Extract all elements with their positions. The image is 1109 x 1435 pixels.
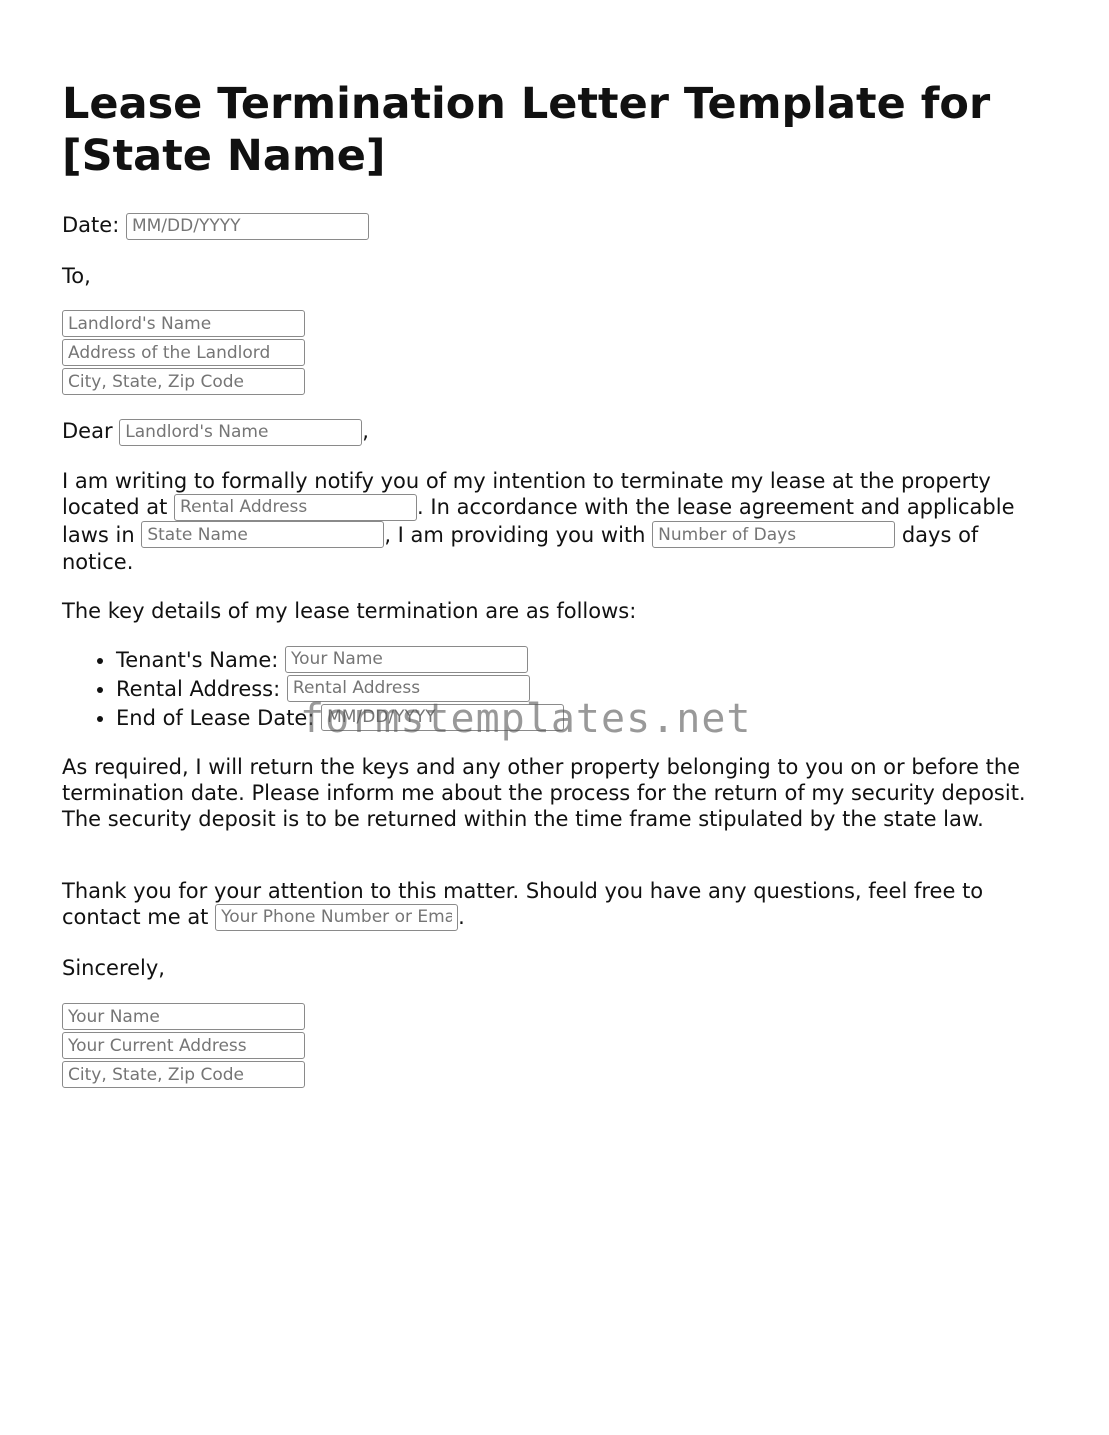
- closing-period: .: [458, 905, 465, 929]
- end-of-lease-date-input[interactable]: [321, 704, 564, 731]
- tenant-name-input[interactable]: [285, 646, 528, 673]
- rental-address-label: Rental Address:: [116, 677, 281, 701]
- list-item: [116, 704, 564, 733]
- sender-address-input[interactable]: [62, 1032, 305, 1059]
- landlord-address-input[interactable]: [62, 339, 305, 366]
- rental-address-input[interactable]: [174, 494, 417, 521]
- detail-rental-address-input[interactable]: [287, 675, 530, 702]
- landlord-name-input[interactable]: [62, 310, 305, 337]
- page-title: Lease Termination Letter Template for [State Name]: [62, 79, 991, 181]
- intro-text-3: , I am providing you with: [384, 522, 646, 547]
- return-paragraph: As required, I will return the keys and any other property belonging to you on or before the termination date. Please inform me about the process for the return of my security deposit. The security deposit is to be returned within the time frame stipulated by the state law.: [62, 755, 1026, 831]
- watermark-text: formstemplates.net: [300, 696, 752, 742]
- sender-address-block: [62, 1003, 305, 1090]
- date-row: [62, 212, 369, 240]
- salutation-prefix: Dear: [62, 419, 113, 443]
- sender-city-state-zip-input[interactable]: [62, 1061, 305, 1088]
- salutation-landlord-name-input[interactable]: [119, 419, 362, 446]
- date-label: Date:: [62, 213, 120, 237]
- to-label: To,: [62, 264, 91, 288]
- landlord-city-state-zip-input[interactable]: [62, 368, 305, 395]
- end-of-lease-date-label: End of Lease Date:: [116, 706, 315, 730]
- salutation-row: [62, 418, 369, 446]
- contact-input[interactable]: [215, 904, 458, 931]
- intro-text-4: days of notice.: [62, 522, 979, 574]
- sender-name-input[interactable]: [62, 1003, 305, 1030]
- closing-paragraph: [62, 878, 1047, 932]
- sign-off: Sincerely,: [62, 956, 165, 980]
- recipient-address-block: [62, 310, 305, 397]
- list-item: [116, 646, 564, 675]
- state-name-input[interactable]: [141, 521, 384, 548]
- closing-text: Thank you for your attention to this matter. Should you have any questions, feel free to contact me at: [62, 879, 984, 929]
- salutation-comma: ,: [362, 419, 369, 443]
- details-intro: The key details of my lease termination are as follows:: [62, 599, 637, 623]
- date-input[interactable]: [126, 213, 369, 240]
- intro-paragraph: [62, 468, 1047, 575]
- intro-text-1: I am writing to formally notify you of my intention to terminate my lease at the property located at: [62, 469, 991, 519]
- number-of-days-input[interactable]: [652, 521, 895, 548]
- details-list: [62, 646, 564, 733]
- intro-text-2: . In accordance with the lease agreement and applicable laws in: [62, 495, 1015, 547]
- tenant-name-label: Tenant's Name:: [116, 648, 279, 672]
- list-item: [116, 675, 564, 704]
